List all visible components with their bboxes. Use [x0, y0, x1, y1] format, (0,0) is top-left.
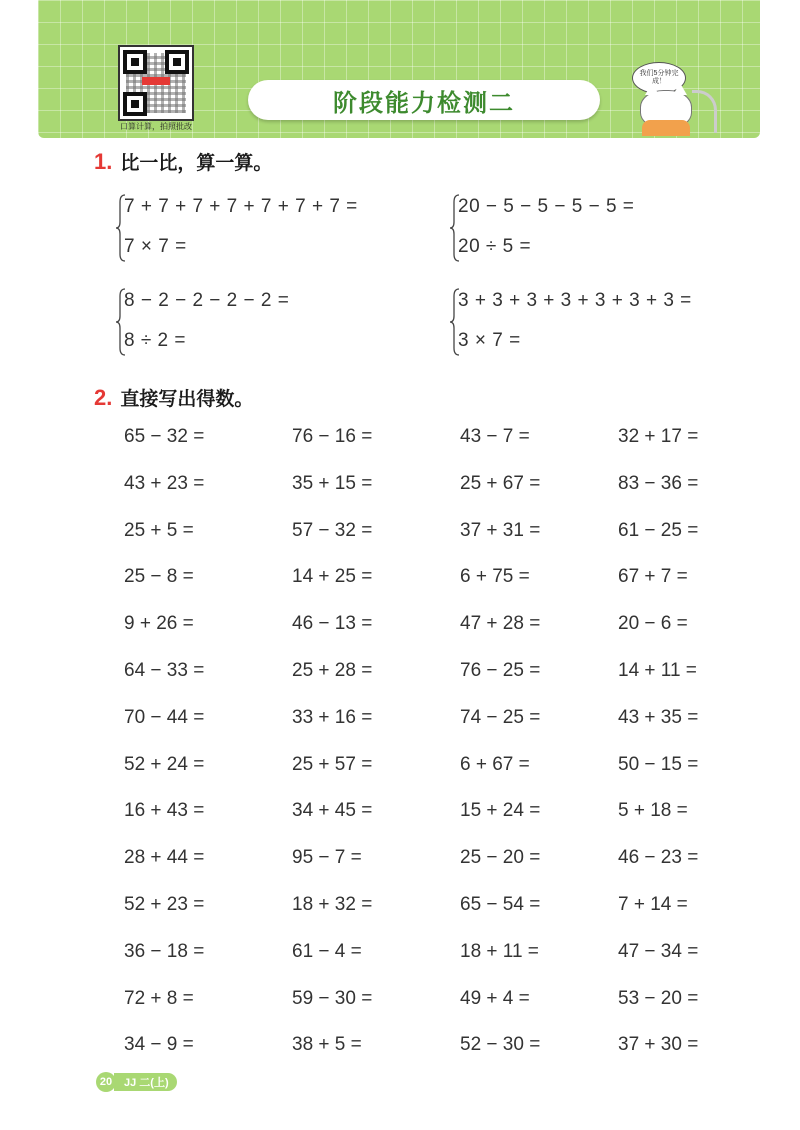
mascot-speech-bubble: 我们5分钟完成！	[632, 62, 686, 94]
problem-row	[124, 613, 744, 660]
problem: 38 + 5 =	[292, 1034, 362, 1056]
problem: 43 + 35 =	[618, 706, 699, 728]
mascot-body	[642, 120, 690, 136]
problem: 61 − 4 =	[292, 940, 362, 962]
section-2-heading	[94, 384, 253, 411]
problem: 37 + 30 =	[618, 1034, 699, 1056]
problem: 18 + 32 =	[292, 893, 373, 915]
problem: 34 − 9 =	[124, 1034, 194, 1056]
problem: 6 + 75 =	[460, 566, 530, 588]
problem: 9 + 26 =	[124, 613, 194, 635]
problem: 49 + 4 =	[460, 987, 530, 1009]
problem: 52 + 24 =	[124, 753, 205, 775]
problem: 43 − 7 =	[460, 426, 530, 447]
expression: 7 × 7 =	[124, 236, 187, 257]
qr-finder	[123, 50, 147, 74]
problem: 72 + 8 =	[124, 987, 194, 1009]
problem-row	[124, 566, 744, 613]
problem: 61 − 25 =	[618, 519, 699, 541]
expression: 8 ÷ 2 =	[124, 330, 186, 351]
mascot-ear	[645, 83, 659, 95]
problem-row	[124, 894, 744, 941]
problem: 52 − 30 =	[460, 1034, 541, 1056]
problem: 25 − 8 =	[124, 566, 194, 588]
problem-grid	[124, 426, 744, 1081]
problem: 5 + 18 =	[618, 800, 688, 822]
problem-row	[124, 520, 744, 567]
problem-row	[124, 660, 744, 707]
qr-finder	[123, 92, 147, 116]
problem: 25 − 20 =	[460, 847, 541, 869]
expression: 3 × 7 =	[458, 330, 521, 351]
problem-row	[124, 473, 744, 520]
problem-row	[124, 800, 744, 847]
problem-row	[124, 754, 744, 801]
expression: 20 ÷ 5 =	[458, 236, 532, 257]
problem: 28 + 44 =	[124, 847, 205, 869]
section-title: 比一比，算一算。	[120, 153, 273, 174]
problem: 16 + 43 =	[124, 800, 205, 822]
problem: 25 + 28 =	[292, 659, 373, 681]
qr-finder	[165, 50, 189, 74]
page-title: 阶段能力检测二	[248, 80, 600, 120]
problem: 52 + 23 =	[124, 893, 205, 915]
cat-mascot-icon	[632, 62, 718, 136]
problem: 7 + 14 =	[618, 893, 688, 915]
problem: 25 + 57 =	[292, 753, 373, 775]
problem-row	[124, 988, 744, 1035]
problem: 14 + 25 =	[292, 566, 373, 588]
problem: 47 + 28 =	[460, 613, 541, 635]
problem: 36 − 18 =	[124, 940, 205, 962]
edition-label: JJ 二(上)	[114, 1073, 177, 1091]
problem: 6 + 67 =	[460, 753, 530, 775]
problem: 14 + 11 =	[618, 659, 697, 681]
problem-row	[124, 1034, 744, 1081]
problem: 74 − 25 =	[460, 706, 541, 728]
section-1-heading	[94, 148, 272, 175]
section-number: 2.	[94, 385, 113, 410]
problem: 67 + 7 =	[618, 566, 688, 588]
problem: 95 − 7 =	[292, 847, 362, 869]
problem: 70 − 44 =	[124, 706, 205, 728]
problem-row	[124, 941, 744, 988]
problem: 53 − 20 =	[618, 987, 699, 1009]
problem-row	[124, 707, 744, 754]
problem: 83 − 36 =	[618, 472, 699, 494]
problem: 50 − 15 =	[618, 753, 699, 775]
expression: 20 − 5 − 5 − 5 − 5 =	[458, 196, 635, 217]
problem: 46 − 13 =	[292, 613, 373, 635]
problem: 25 + 5 =	[124, 519, 194, 541]
qr-caption: 口算计算，拍照批改	[120, 122, 192, 131]
page-number: 20	[96, 1072, 116, 1092]
problem: 46 − 23 =	[618, 847, 699, 869]
problem: 76 − 25 =	[460, 659, 541, 681]
problem: 65 − 32 =	[124, 426, 205, 447]
section-number: 1.	[94, 149, 113, 174]
qr-code[interactable]	[118, 45, 194, 121]
problem: 65 − 54 =	[460, 893, 541, 915]
problem: 34 + 45 =	[292, 800, 373, 822]
problem: 59 − 30 =	[292, 987, 373, 1009]
qr-logo	[142, 77, 170, 85]
problem: 37 + 31 =	[460, 519, 541, 541]
problem-row	[124, 426, 744, 473]
expression: 7 + 7 + 7 + 7 + 7 + 7 + 7 =	[124, 196, 358, 217]
problem: 35 + 15 =	[292, 472, 373, 494]
problem: 43 + 23 =	[124, 472, 205, 494]
problem: 57 − 32 =	[292, 519, 373, 541]
problem: 33 + 16 =	[292, 706, 373, 728]
problem-row	[124, 847, 744, 894]
problem: 18 + 11 =	[460, 940, 539, 962]
problem: 47 − 34 =	[618, 940, 699, 962]
problem: 76 − 16 =	[292, 426, 373, 447]
mascot-tail	[692, 90, 717, 133]
problem: 64 − 33 =	[124, 659, 205, 681]
problem: 25 + 67 =	[460, 472, 541, 494]
section-title: 直接写出得数。	[120, 389, 254, 410]
mascot-ear	[673, 83, 687, 95]
problem: 20 − 6 =	[618, 613, 688, 635]
problem: 32 + 17 =	[618, 426, 699, 447]
expression: 8 − 2 − 2 − 2 − 2 =	[124, 290, 290, 311]
expression: 3 + 3 + 3 + 3 + 3 + 3 + 3 =	[458, 290, 692, 311]
problem: 15 + 24 =	[460, 800, 541, 822]
